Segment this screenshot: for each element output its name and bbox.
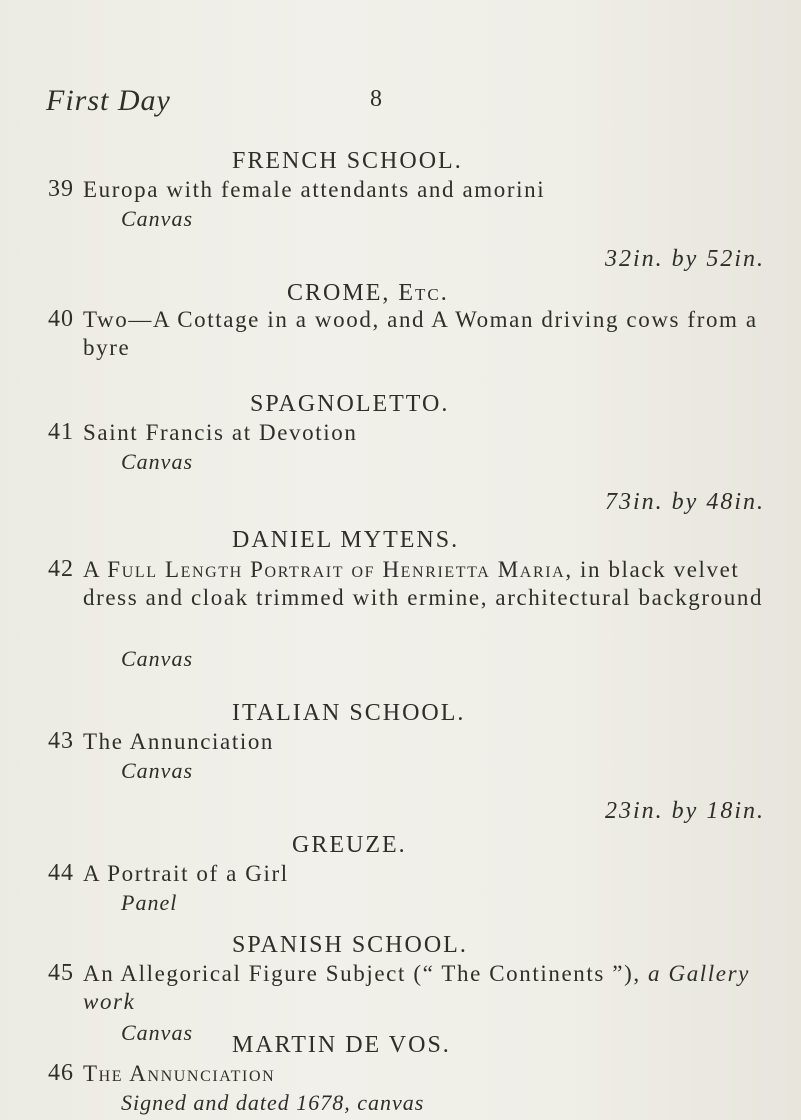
lot-artist: GREUZE. [292, 832, 407, 858]
lot-size: 73in. by 48in. [605, 489, 765, 515]
lot-number: 44 [48, 860, 74, 886]
lot-title: Two—A Cottage in a wood, and A Woman driving cows from a byre [83, 307, 758, 360]
lot-medium: Canvas [121, 758, 193, 783]
lot-artist: SPAGNOLETTO. [250, 391, 450, 417]
day-heading: First Day [46, 84, 171, 117]
lot-medium: Signed and dated 1678, canvas [121, 1090, 425, 1115]
lot-artist: CROME, Etc. [287, 280, 449, 306]
lot-title: The Annunciation [83, 729, 275, 754]
lot-number: 42 [48, 556, 74, 582]
lot-artist: SPANISH SCHOOL. [232, 932, 468, 958]
page-header [46, 84, 446, 124]
lot-size: 32in. by 52in. [605, 246, 765, 272]
lot-medium: Canvas [121, 449, 193, 474]
lot-number: 43 [48, 728, 74, 754]
lot-title: Saint Francis at Devotion [83, 420, 358, 445]
lot-title: The Annunciation [83, 1061, 276, 1086]
lot-artist: MARTIN DE VOS. [232, 1032, 451, 1058]
lot-title: A Portrait of a Girl [83, 861, 289, 886]
lot-title: A Full Length Portrait of Henrietta Maria, in black velvet dress and cloak trimmed with ermine, architectural background [83, 557, 764, 610]
lot-artist: DANIEL MYTENS. [232, 527, 460, 553]
lot-number: 41 [48, 419, 74, 445]
lot-size: 23in. by 18in. [605, 798, 765, 824]
lot-medium: Canvas [121, 646, 193, 671]
lot-number: 40 [48, 306, 74, 332]
lot-title: An Allegorical Figure Subject (“ The Continents ”), a Gallery work [83, 961, 750, 1014]
lot-title: Europa with female attendants and amorini [83, 177, 546, 202]
lot-number: 45 [48, 960, 74, 986]
lot-medium: Panel [121, 890, 178, 915]
lot-number: 46 [48, 1060, 74, 1086]
lot-medium: Canvas [121, 1020, 193, 1045]
lot-artist: FRENCH SCHOOL. [232, 148, 463, 174]
page-number: 8 [370, 86, 383, 112]
lot-medium: Canvas [121, 206, 193, 231]
lot-artist: ITALIAN SCHOOL. [232, 700, 466, 726]
lot-entry [0, 1032, 801, 1120]
lot-number: 39 [48, 176, 74, 202]
